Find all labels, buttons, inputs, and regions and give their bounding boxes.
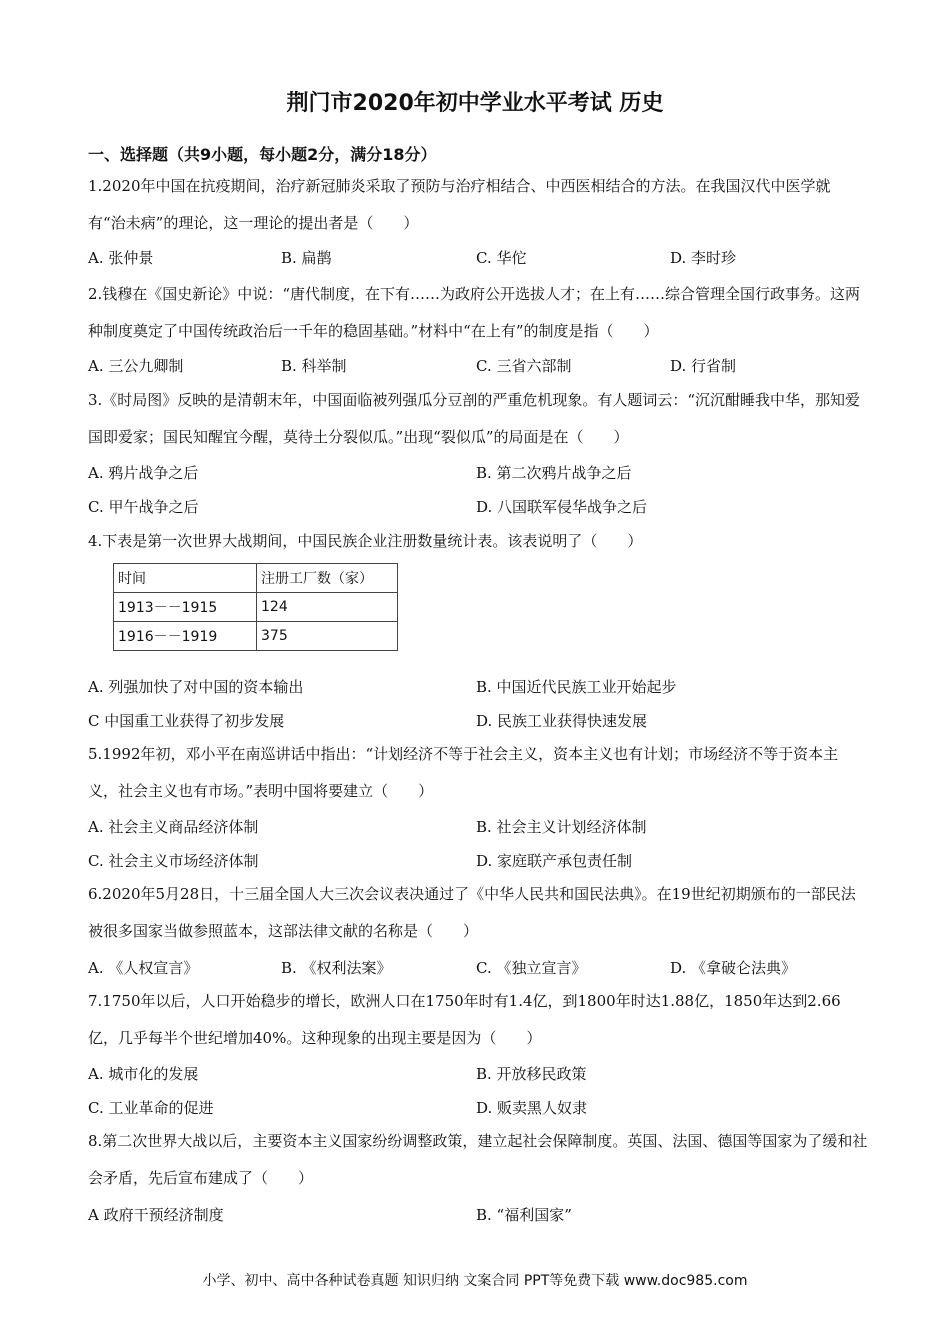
question-7-options-row2 <box>88 1097 868 1119</box>
factory-stats-table <box>113 563 398 651</box>
option-b: B. “福利国家” <box>476 1206 572 1224</box>
question-6-options <box>88 957 868 979</box>
question-2: 2.钱穆在《国史新论》中说：“唐代制度，在下有……为政府公开选拔人才；在上有……综合管理全国行政事务。这两种制度奠定了中国传统政治后一千年的稳固基础。”材料中“在上有”的制度是指（ ） <box>88 285 860 340</box>
table-cell: 1913－－1915 <box>114 593 257 622</box>
table-row <box>114 622 398 651</box>
option-d: D. 《拿破仑法典》 <box>670 959 797 977</box>
question-7: 7.1750年以后，人口开始稳步的增长，欧洲人口在1750年时有1.4亿，到1800年时达1.88亿，1850年达到2.66亿，几乎每半个世纪增加40%。这种现象的出现主要是因为（ ） <box>88 992 841 1047</box>
option-d: D. 贩卖黑人奴隶 <box>476 1099 588 1117</box>
option-c: C. 华佗 <box>476 249 527 267</box>
option-d: D. 民族工业获得快速发展 <box>476 712 648 730</box>
question-4-options-row1 <box>88 676 868 698</box>
option-a: A. 《人权宣言》 <box>88 959 199 977</box>
option-b: B. 社会主义计划经济体制 <box>476 818 647 836</box>
option-b: B. 《权利法案》 <box>281 959 392 977</box>
option-b: B. 科举制 <box>281 357 347 375</box>
question-8-options <box>88 1204 868 1226</box>
option-c: C. 工业革命的促进 <box>88 1099 214 1117</box>
question-3: 3.《时局图》反映的是清朝末年，中国面临被列强瓜分豆剖的严重危机现象。有人题词云：“沉沉酣睡我中华，那知爱国即爱家；国民知醒宜今醒，莫待土分裂似瓜。”出现“裂似瓜”的局面是在（ ） <box>88 391 860 446</box>
option-b: B. 开放移民政策 <box>476 1065 587 1083</box>
section-heading: 一、选择题（共9小题，每小题2分，满分18分） <box>88 145 437 164</box>
option-d: D. 八国联军侵华战争之后 <box>476 498 648 516</box>
option-a: A. 鸦片战争之后 <box>88 464 199 482</box>
question-2-options <box>88 355 868 377</box>
table-row <box>114 593 398 622</box>
option-c: C. 三省六部制 <box>476 357 572 375</box>
option-b: B. 扁鹊 <box>281 249 332 267</box>
question-3-options-row2 <box>88 496 868 518</box>
question-6: 6.2020年5月28日，十三届全国人大三次会议表决通过了《中华人民共和国民法典》。在19世纪初期颁布的一部民法被很多国家当做参照蓝本，这部法律文献的名称是（ ） <box>88 885 856 940</box>
option-c: C 中国重工业获得了初步发展 <box>88 712 285 730</box>
option-a: A. 张仲景 <box>88 249 154 267</box>
option-b: B. 中国近代民族工业开始起步 <box>476 678 677 696</box>
question-4: 4.下表是第一次世界大战期间，中国民族企业注册数量统计表。该表说明了（ ） <box>88 532 643 550</box>
table-header-cell: 注册工厂数（家） <box>257 564 398 593</box>
table-cell: 375 <box>257 622 398 651</box>
table-cell: 1916－－1919 <box>114 622 257 651</box>
question-7-options-row1 <box>88 1063 868 1085</box>
option-d: D. 行省制 <box>670 357 737 375</box>
option-b: B. 第二次鸦片战争之后 <box>476 464 632 482</box>
question-5-options-row2 <box>88 850 868 872</box>
question-1-options <box>88 247 868 269</box>
option-c: C. 甲午战争之后 <box>88 498 199 516</box>
option-a: A. 三公九卿制 <box>88 357 184 375</box>
question-3-options-row1 <box>88 462 868 484</box>
option-c: C. 《独立宣言》 <box>476 959 587 977</box>
option-a: A. 社会主义商品经济体制 <box>88 818 259 836</box>
table-cell: 124 <box>257 593 398 622</box>
question-4-options-row2 <box>88 710 868 732</box>
question-5-options-row1 <box>88 816 868 838</box>
question-8: 8.第二次世界大战以后，主要资本主义国家纷纷调整政策，建立起社会保障制度。英国、法国、德国等国家为了缓和社会矛盾，先后宣布建成了（ ） <box>88 1132 868 1187</box>
question-5: 5.1992年初，邓小平在南巡讲话中指出：“计划经济不等于社会主义，资本主义也有计划；市场经济不等于资本主义，社会主义也有市场。”表明中国将要建立（ ） <box>88 745 839 800</box>
table-header-cell: 时间 <box>114 564 257 593</box>
page-title: 荆门市2020年初中学业水平考试 历史 <box>286 91 664 116</box>
table-header-row <box>114 564 398 593</box>
option-d: D. 李时珍 <box>670 249 737 267</box>
option-a: A. 城市化的发展 <box>88 1065 199 1083</box>
question-1: 1.2020年中国在抗疫期间，治疗新冠肺炎采取了预防与治疗相结合、中西医相结合的方法。在我国汉代中医学就有“治未病”的理论，这一理论的提出者是（ ） <box>88 177 831 232</box>
option-a: A. 列强加快了对中国的资本输出 <box>88 678 304 696</box>
option-c: C. 社会主义市场经济体制 <box>88 852 259 870</box>
page-footer: 小学、初中、高中各种试卷真题 知识归纳 文案合同 PPT等免费下载 www.doc985.com <box>202 1273 748 1289</box>
option-a: A 政府干预经济制度 <box>88 1206 224 1224</box>
option-d: D. 家庭联产承包责任制 <box>476 852 633 870</box>
